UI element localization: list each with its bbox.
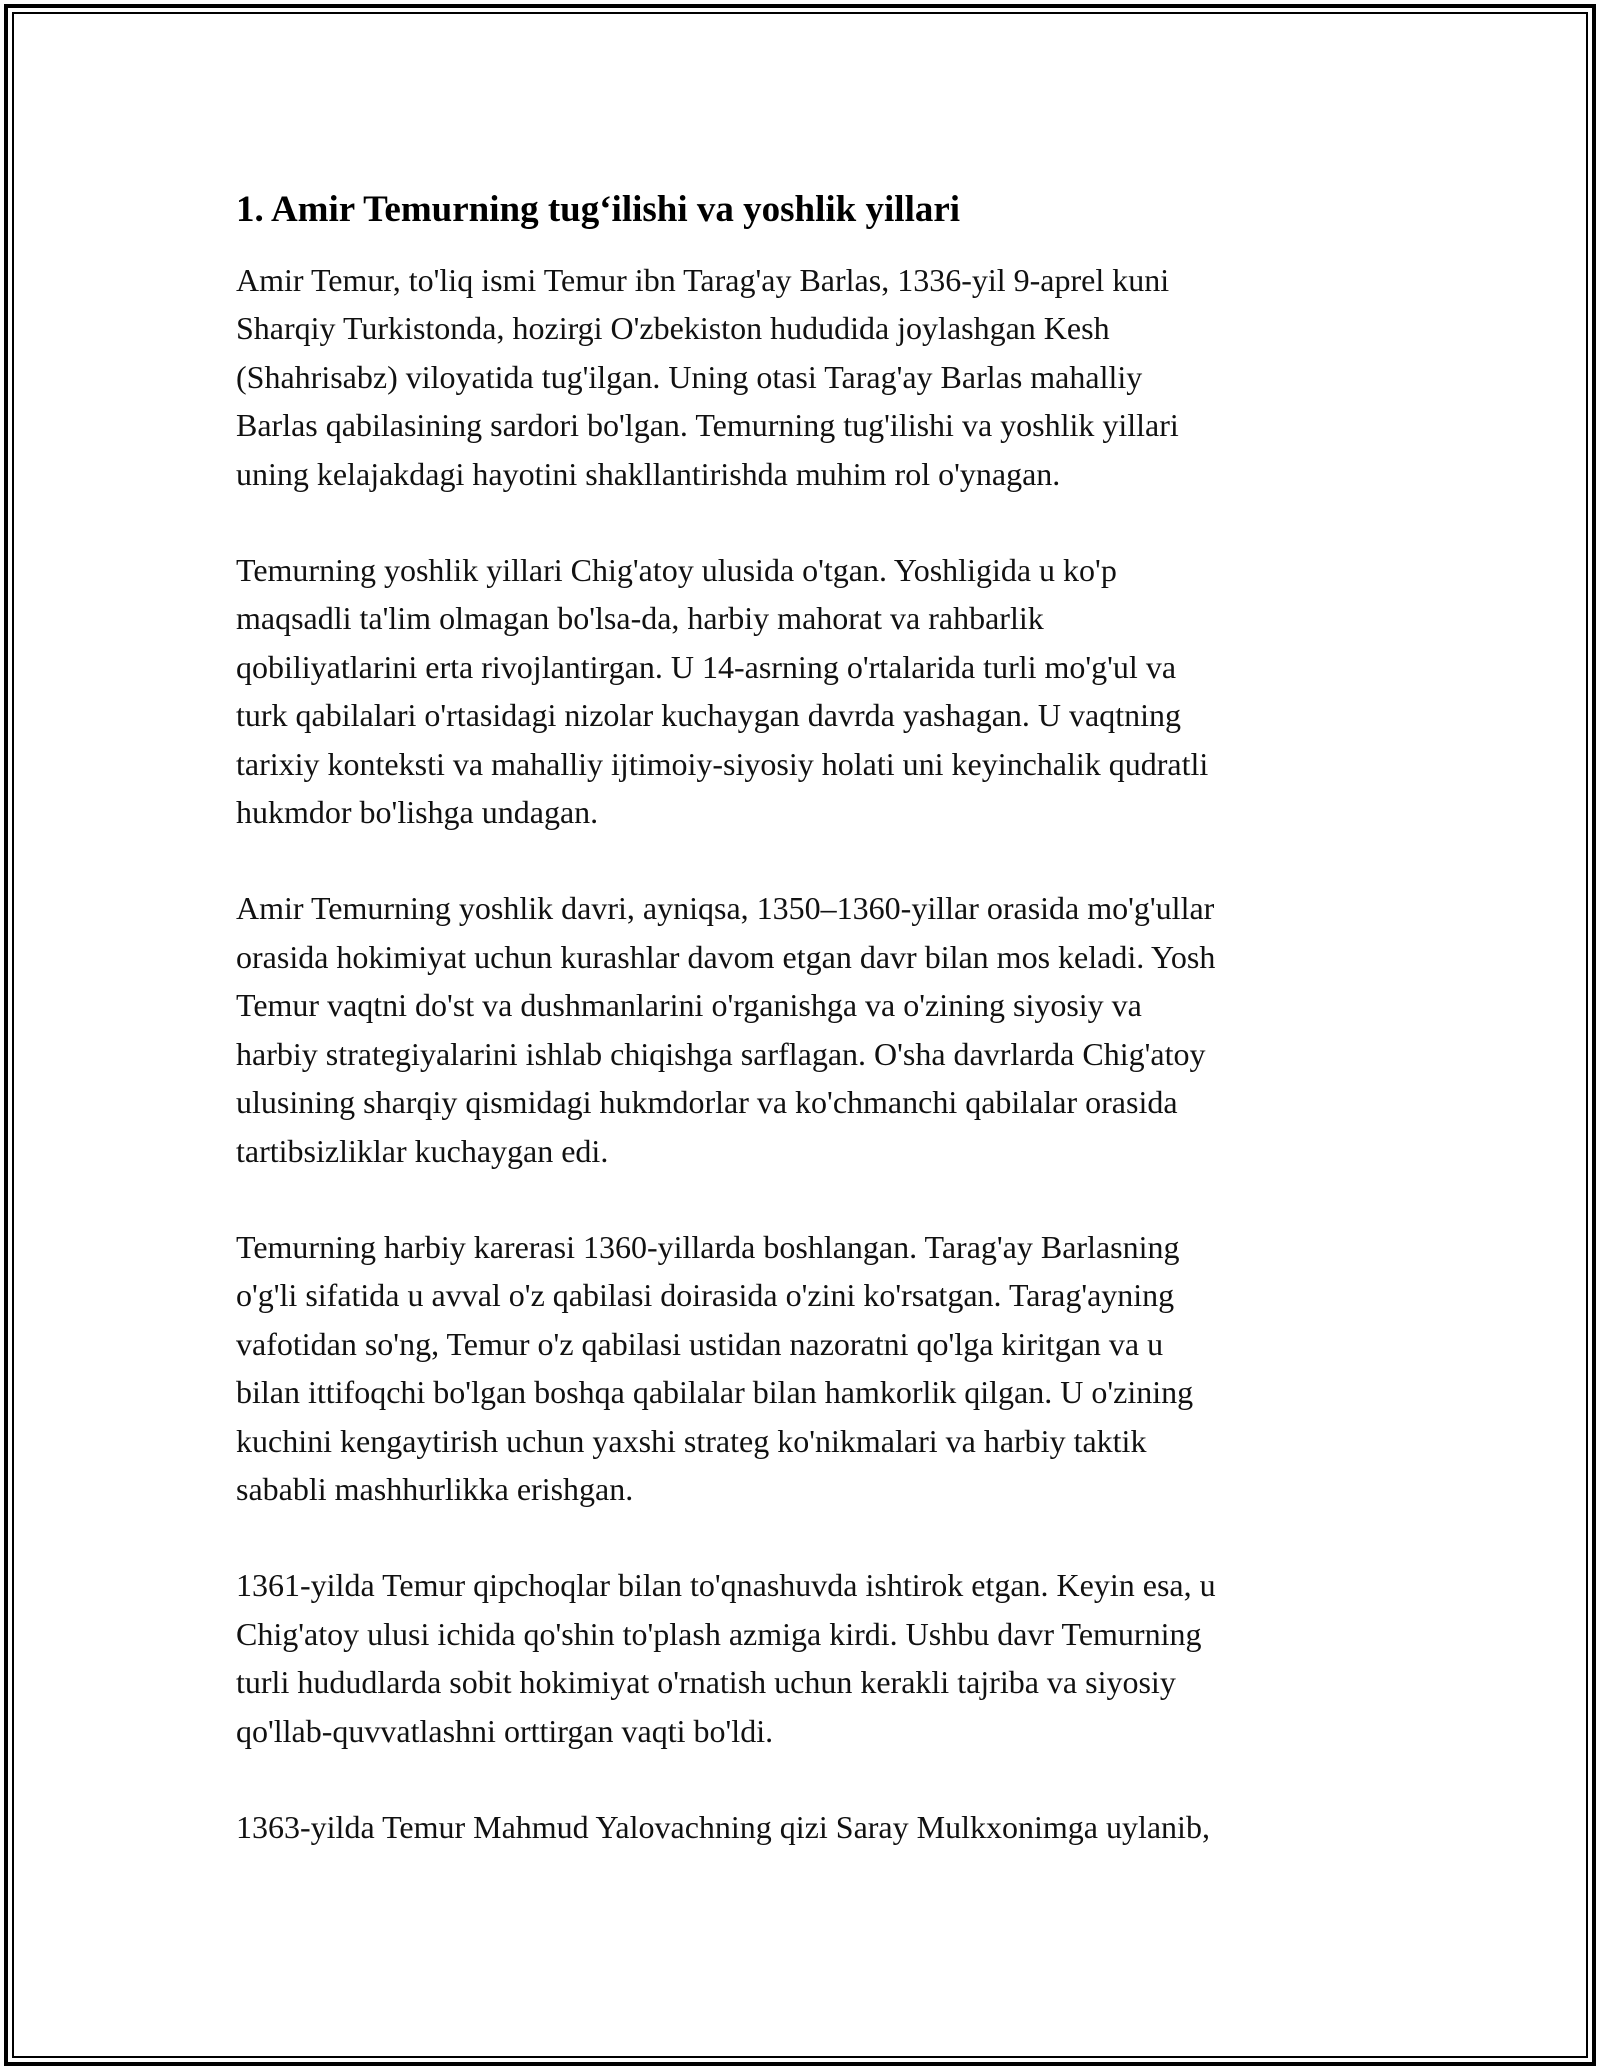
paragraph bbox=[236, 1223, 1376, 1513]
text-line: ulusining sharqiy qismidagi hukmdorlar va ko'chmanchi qabilalar orasida bbox=[236, 1084, 1178, 1121]
text-line: bilan ittifoqchi bo'lgan boshqa qabilalar bilan hamkorlik qilgan. U o'zining bbox=[236, 1374, 1194, 1411]
text-line: Barlas qabilasining sardori bo'lgan. Temurning tug'ilishi va yoshlik yillari bbox=[236, 407, 1179, 444]
text-line: sababli mashhurlikka erishgan. bbox=[236, 1470, 634, 1507]
text-line: 1363-yilda Temur Mahmud Yalovachning qizi Saray Mulkxonimga uylanib, bbox=[236, 1808, 1210, 1845]
text-line: Amir Temur, to'liq ismi Temur ibn Tarag'ay Barlas, 1336-yil 9-aprel kuni bbox=[236, 262, 1170, 298]
text-line: maqsadli ta'lim olmagan bo'lsa-da, harbiy mahorat va rahbarlik bbox=[236, 600, 1044, 637]
text-line: Temurning yoshlik yillari Chig'atoy ulusida o'tgan. Yoshligida u ko'p bbox=[236, 552, 1117, 589]
text-line: turli hududlarda sobit hokimiyat o'rnatish uchun kerakli tajriba va siyosiy bbox=[236, 1664, 1176, 1701]
text-line: turk qabilalari o'rtasidagi nizolar kuchaygan davrda yashagan. U vaqtning bbox=[236, 697, 1181, 734]
text-line: orasida hokimiyat uchun kurashlar davom etgan davr bilan mos keladi. Yosh bbox=[236, 938, 1216, 975]
text-line: qobiliyatlarini erta rivojlantirgan. U 14-asrning o'rtalarida turli mo'g'ul va bbox=[236, 648, 1177, 685]
text-line: harbiy strategiyalarini ishlab chiqishga sarflagan. O'sha davrlarda Chig'atoy bbox=[236, 1035, 1206, 1072]
text-line: Sharqiy Turkistonda, hozirgi O'zbekiston hududida joylashgan Kesh bbox=[236, 310, 1110, 347]
text-line: kuchini kengaytirish uchun yaxshi strateg ko'nikmalari va harbiy taktik bbox=[236, 1422, 1147, 1459]
document-body bbox=[236, 186, 1376, 1899]
text-line: uning kelajakdagi hayotini shakllantirishda muhim rol o'ynagan. bbox=[236, 455, 1061, 492]
section-heading: 1. Amir Temurning tug‘ilishi va yoshlik yillari bbox=[236, 189, 961, 230]
text-line: Temur vaqtni do'st va dushmanlarini o'rganishga va o'zining siyosiy va bbox=[236, 987, 1142, 1024]
paragraph bbox=[236, 1803, 1376, 1851]
text-line: (Shahrisabz) viloyatida tug'ilgan. Uning otasi Tarag'ay Barlas mahalliy bbox=[236, 358, 1143, 395]
text-line: qo'llab-quvvatlashni orttirgan vaqti bo'ldi. bbox=[236, 1712, 774, 1749]
text-line: tartibsizliklar kuchaygan edi. bbox=[236, 1132, 609, 1169]
paragraph bbox=[236, 884, 1376, 1174]
paragraph bbox=[236, 256, 1376, 498]
text-line: hukmdor bo'lishga undagan. bbox=[236, 794, 599, 831]
text-line: Temurning harbiy karerasi 1360-yillarda boshlangan. Tarag'ay Barlasning bbox=[236, 1228, 1180, 1265]
paragraph bbox=[236, 546, 1376, 836]
text-line: vafotidan so'ng, Temur o'z qabilasi ustidan nazoratni qo'lga kiritgan va u bbox=[236, 1325, 1164, 1362]
text-line: Chig'atoy ulusi ichida qo'shin to'plash azmiga kirdi. Ushbu davr Temurning bbox=[236, 1615, 1202, 1652]
paragraph bbox=[236, 1561, 1376, 1755]
text-line: Amir Temurning yoshlik davri, ayniqsa, 1350–1360-yillar orasida mo'g'ullar bbox=[236, 890, 1215, 927]
paragraph-list bbox=[236, 256, 1376, 1851]
text-line: tarixiy konteksti va mahalliy ijtimoiy-siyosiy holati uni keyinchalik qudratli bbox=[236, 745, 1209, 782]
text-line: o'g'li sifatida u avval o'z qabilasi doirasida o'zini ko'rsatgan. Tarag'ayning bbox=[236, 1277, 1175, 1314]
text-line: 1361-yilda Temur qipchoqlar bilan to'qnashuvda ishtirok etgan. Keyin esa, u bbox=[236, 1567, 1216, 1604]
